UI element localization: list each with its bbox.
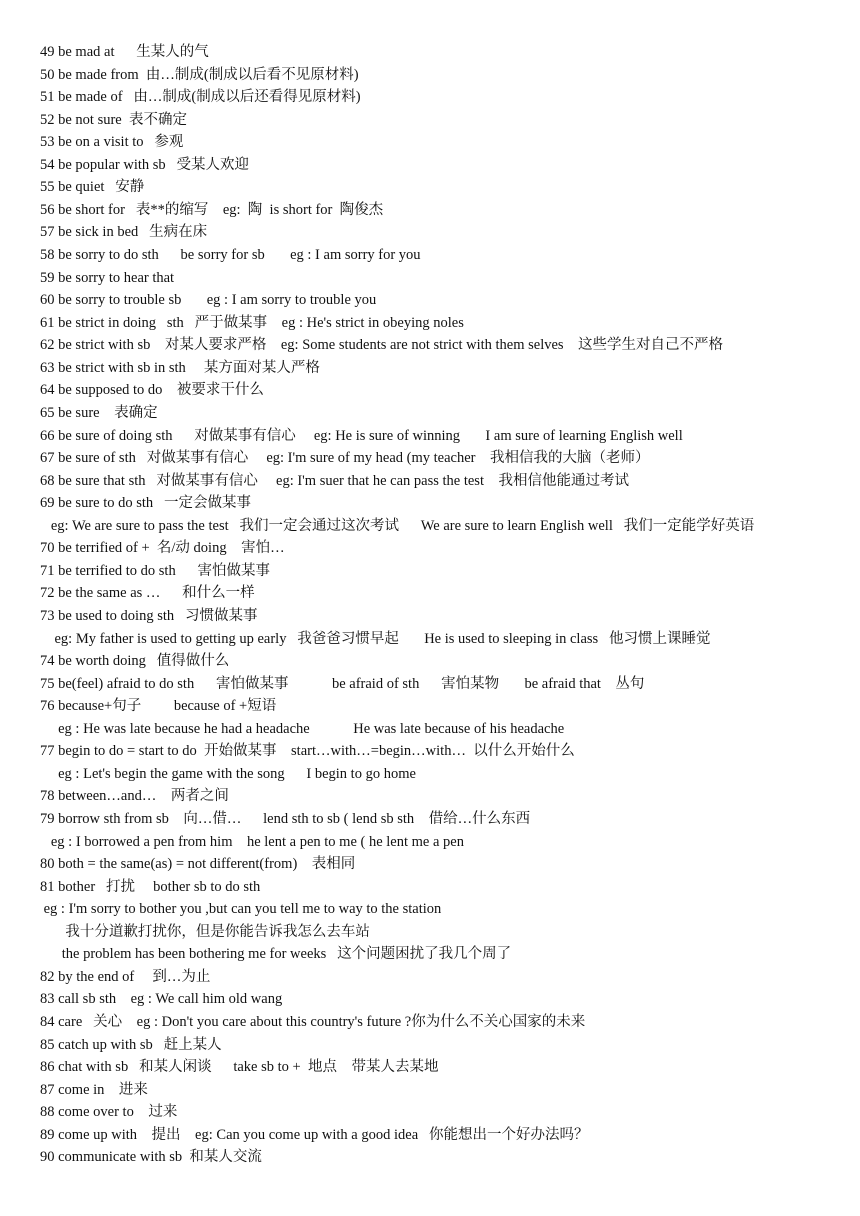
text-line: 57 be sick in bed 生病在床 — [40, 224, 208, 240]
text-line: 71 be terrified to do sth 害怕做某事 — [40, 563, 270, 579]
text-line: 81 bother 打扰 bother sb to do sth — [40, 879, 261, 895]
text-line: eg : I'm sorry to bother you ,but can you tell me to way to the station — [40, 901, 442, 917]
text-line: 89 come up with 提出 eg: Can you come up with a good idea 你能想出一个好办法吗？ — [40, 1127, 589, 1143]
text-line: 82 by the end of 到…为止 — [40, 969, 211, 985]
text-line: 55 be quiet 安静 — [40, 179, 145, 195]
text-line: 79 borrow sth from sb 向…借… lend sth to sb ( lend sb sth 借给…什么东西 — [40, 811, 531, 827]
text-line: 88 come over to 过来 — [40, 1104, 178, 1120]
text-line: 73 be used to doing sth 习惯做某事 — [40, 608, 258, 624]
text-line: 60 be sorry to trouble sb eg : I am sorry to trouble you — [40, 292, 377, 308]
text-line: 54 be popular with sb 受某人欢迎 — [40, 157, 250, 173]
text-line: 90 communicate with sb 和某人交流 — [40, 1149, 262, 1165]
text-line: 72 be the same as … 和什么一样 — [40, 585, 255, 601]
text-line: 77 begin to do = start to do 开始做某事 start…with…=begin…with… 以什么开始什么 — [40, 743, 575, 759]
text-line: 69 be sure to do sth 一定会做某事 — [40, 495, 252, 511]
text-line: 61 be strict in doing sth 严于做某事 eg : He's strict in obeying noles — [40, 315, 464, 331]
text-line: 58 be sorry to do sth be sorry for sb eg : I am sorry for you — [40, 247, 421, 263]
text-line: 51 be made of 由…制成(制成以后还看得见原材料) — [40, 89, 361, 105]
text-line: eg : Let's begin the game with the song I begin to go home — [40, 766, 416, 782]
text-line: 56 be short for 表**的缩写 eg: 陶 is short for 陶俊杰 — [40, 202, 384, 218]
text-line: the problem has been bothering me for weeks 这个问题困扰了我几个周了 — [40, 946, 512, 962]
text-line: 85 catch up with sb 赶上某人 — [40, 1037, 222, 1053]
text-line: 63 be strict with sb in sth 某方面对某人严格 — [40, 360, 320, 376]
text-line: 50 be made from 由…制成(制成以后看不见原材料) — [40, 67, 359, 83]
text-line: 52 be not sure 表不确定 — [40, 112, 187, 128]
text-line: 87 come in 进来 — [40, 1082, 148, 1098]
text-line: 62 be strict with sb 对某人要求严格 eg: Some students are not strict with them selves 这些学生对自己不严格 — [40, 337, 724, 353]
text-line: eg: We are sure to pass the test 我们一定会通过这次考试 We are sure to learn English well 我们一定能学好英语 — [40, 518, 755, 534]
text-line: 70 be terrified of + 名/动 doing 害怕… — [40, 540, 285, 556]
text-line: 83 call sb sth eg : We call him old wang — [40, 991, 283, 1007]
text-line: eg: My father is used to getting up early 我爸爸习惯早起 He is used to sleeping in class 他习惯上课睡觉 — [40, 631, 711, 647]
text-line: 80 both = the same(as) = not different(from) 表相同 — [40, 856, 356, 872]
text-line: 我十分道歉打扰你，但是你能告诉我怎么去车站 — [40, 924, 370, 940]
text-line: 66 be sure of doing sth 对做某事有信心 eg: He is sure of winning I am sure of learning English well — [40, 428, 683, 444]
text-line: 84 care 关心 eg : Don't you care about this country's future ?你为什么不关心国家的未来 — [40, 1014, 586, 1030]
text-line: 53 be on a visit to 参观 — [40, 134, 184, 150]
text-line: eg : I borrowed a pen from him he lent a pen to me ( he lent me a pen — [40, 834, 464, 850]
text-line: 76 because+句子 because of +短语 — [40, 698, 277, 714]
text-line: eg : He was late because he had a headache He was late because of his headache — [40, 721, 565, 737]
text-line: 59 be sorry to hear that — [40, 270, 175, 286]
text-line: 67 be sure of sth 对做某事有信心 eg: I'm sure of my head (my teacher 我相信我的大脑（老师） — [40, 450, 650, 466]
text-line: 49 be mad at 生某人的气 — [40, 44, 209, 60]
text-line: 78 between…and… 两者之间 — [40, 788, 229, 804]
text-line: 86 chat with sb 和某人闲谈 take sb to + 地点 带某人去某地 — [40, 1059, 439, 1075]
text-line: 74 be worth doing 值得做什么 — [40, 653, 230, 669]
text-line: 65 be sure 表确定 — [40, 405, 158, 421]
text-line: 75 be(feel) afraid to do sth 害怕做某事 be afraid of sth 害怕某物 be afraid that 丛句 — [40, 676, 645, 692]
text-line: 68 be sure that sth 对做某事有信心 eg: I'm suer that he can pass the test 我相信他能通过考试 — [40, 473, 629, 489]
text-line: 64 be supposed to do 被要求干什么 — [40, 382, 264, 398]
